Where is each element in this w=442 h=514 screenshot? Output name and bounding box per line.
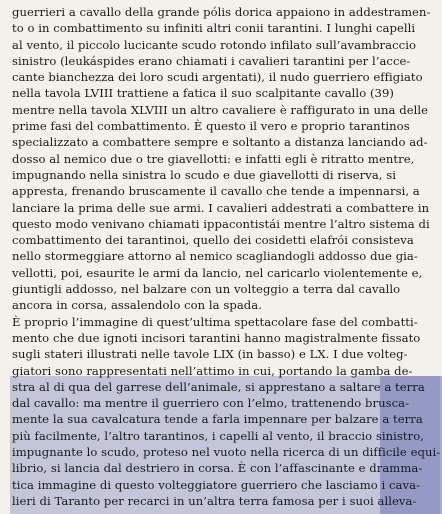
text-line: stra al di qua del garrese dell’animale, si apprestano a saltare a terra	[12, 379, 425, 394]
text-line: sugli stateri illustrati nelle tavole LIX (in basso) e LX. I due volteg-	[12, 347, 408, 362]
text-line: specializzato a combattere sempre e soltanto a distanza lanciando ad-	[12, 135, 428, 150]
text-line: giatori sono rappresentati nell’attimo in cui, portando la gamba de-	[12, 363, 413, 378]
text-line: nella tavola LVIII trattiene a fatica il suo scalpitante cavallo (39)	[12, 86, 394, 101]
text-line: to o in combattimento su infiniti altri conii tarantini. I lunghi capelli	[12, 21, 416, 36]
text-line: lanciare la prima delle sue armi. I cavalieri addestrati a combattere in	[12, 200, 430, 215]
text-column	[12, 4, 441, 509]
text-line: prime fasi del combattimento. È questo il vero e proprio tarantinos	[12, 119, 410, 134]
text-line: mento che due ignoti incisori tarantini hanno magistralmente fissato	[12, 330, 421, 345]
text-line: mentre nella tavola XLVIII un altro cavaliere è raffigurato in una delle	[12, 102, 429, 117]
text-line: al vento, il piccolo lucicante scudo rotondo infilato sull’avambraccio	[12, 37, 416, 52]
text-line: tica immagine di questo volteggiatore guerriero che lasciamo i cava-	[12, 477, 421, 492]
text-line: questo modo venivano chiamati ippacontistái mentre l’altro sistema di	[12, 216, 430, 231]
text-line: più facilmente, l’altro tarantinos, i capelli al vento, il braccio sinistro,	[12, 428, 424, 443]
text-line: dal cavallo: ma mentre il guerriero con l’elmo, trattenendo brusca-	[12, 396, 410, 411]
text-line: nello stormeggiare attorno al nemico scagliandogli addosso due gia-	[12, 249, 418, 264]
text-line: giuntigli addosso, nel balzare con un volteggio a terra dal cavallo	[12, 282, 401, 297]
text-line: sinistro (leukáspides erano chiamati i cavalieri tarantini per l’acce-	[12, 53, 411, 68]
text-line: cante bianchezza dei loro scudi argentati), il nudo guerriero effigiato	[12, 70, 423, 85]
text-line: ancora in corsa, assalendolo con la spada.	[12, 298, 262, 313]
text-line: lieri di Taranto per recarci in un’altra terra famosa per i suoi alleva-	[12, 493, 417, 508]
text-line: appresta, frenando bruscamente il cavallo che tende a impennarsi, a	[12, 184, 420, 199]
text-line: mente la sua cavalcatura tende a farla impennare per balzare a terra	[12, 412, 423, 427]
text-line: impugnante lo scudo, proteso nel vuoto nella ricerca di un difficile equi-	[12, 445, 441, 460]
text-line: combattimento dei tarantinoi, quello dei cosidetti elafrói consisteva	[12, 233, 414, 248]
text-line: È proprio l’immagine di quest’ultima spettacolare fase del combatti-	[12, 314, 418, 329]
text-line: guerrieri a cavallo della grande pólis dorica appaiono in addestramen-	[12, 5, 431, 19]
text-line: librio, si lancia dal destriero in corsa. È con l’affascinante e dramma-	[12, 461, 423, 476]
text-line: dosso al nemico due o tre giavellotti: e infatti egli è ritratto mentre,	[12, 151, 415, 166]
text-line: vellotti, poi, esaurite le armi da lancio, nel caricarlo violentemente e,	[12, 265, 423, 280]
text-line: impugnando nella sinistra lo scudo e due giavellotti di riserva, si	[12, 167, 397, 182]
